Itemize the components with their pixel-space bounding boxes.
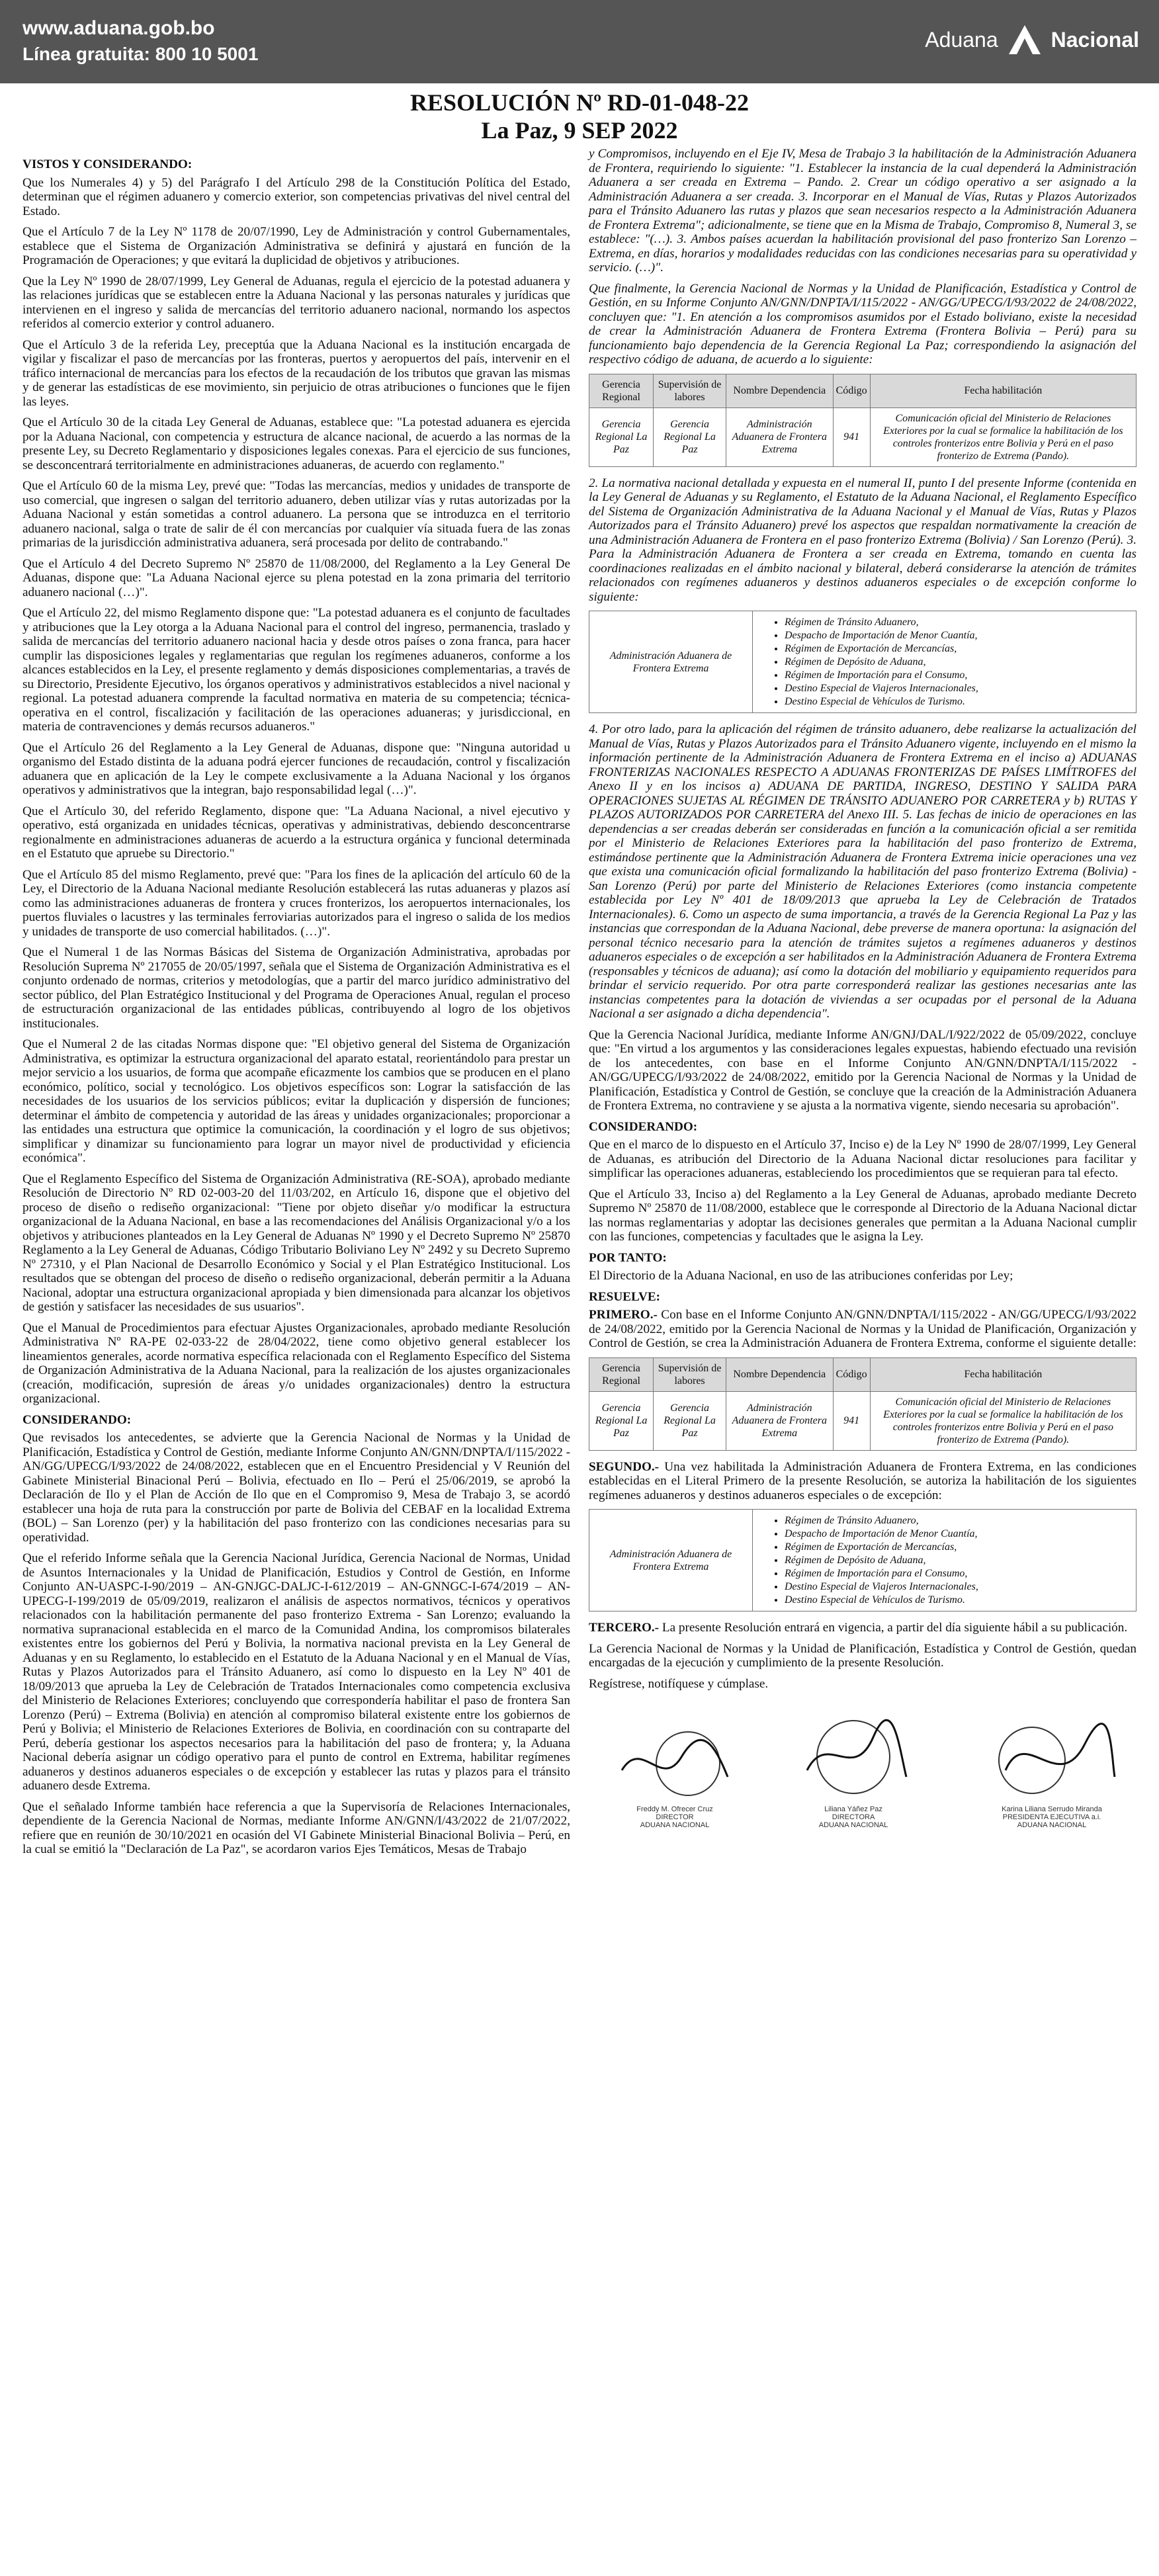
- list-item: • Régimen de Importación para el Consumo,: [785, 669, 1131, 681]
- page-header: [0, 0, 1159, 83]
- logo-text-aduana: Aduana: [925, 27, 998, 52]
- column-header: Gerencia Regional: [589, 1357, 654, 1391]
- list-item: • Despacho de Importación de Menor Cuantía,: [785, 629, 1131, 642]
- website-url[interactable]: www.aduana.gob.bo: [22, 17, 215, 39]
- paragraph: Que el Artículo 22, del mismo Reglamento dispone que: "La potestad aduanera es el conjunto de facultades y atribuciones que la Ley otorga a la Aduana Nacional para el control del ingreso, permanencia, traslado y salida de mercancías del territorio aduanero nacional hacia y desde otros países o zona franca, para hacer cumplir las disposiciones legales y reglamentarias que regulan los regímenes aduaneros, conforme a los alcances establecidos en la Ley, el presente reglamento y demás disposiciones complementarias, a través de su Directorio, Presidente Ejecutivo, los órganos operativos y administrativos establecidos a nivel nacional y regional. La potestad aduanera comprende la facultad normativa en materia de su competencia; técnica-operativa en el control, fiscalización y facilitación de las operaciones aduaneras; y jurisdiccional, en materia de contravenciones y demás recursos aduaneros.": [22, 606, 570, 734]
- table-cell: 941: [833, 408, 870, 466]
- paragraph: Que el Artículo 85 del mismo Reglamento, prevé que: "Para los fines de la aplicación del artículo 60 de la Ley, el Directorio de la Aduana Nacional mediante Resolución establecerá las rutas aduaneras y plazos así como las administraciones aduaneras de frontera y cruces fronterizos, los aeropuertos internacionales, los puertos fluviales o lacustres y las terminales ferroviarias autorizados para el ingreso o salida de los medios y unidades de transporte de uso comercial habilitados. (…)".: [22, 867, 570, 939]
- paragraph: [589, 1028, 1137, 1113]
- paragraph: Que finalmente, la Gerencia Nacional de Normas y la Unidad de Planificación, Estadística y Control de Gestión, en su Informe Conjunto AN/GNN/DNPTA/I/115/2022 - AN/GG/UPECG/I/93/2022 de 24/08/2022, concluyen que: "1. En atención a los compromisos asumidos por el Estado boliviano, existe la necesidad de crear la Administración Aduanera de Frontera Extrema (Frontera Bolivia – Perú) para su funcionamiento bajo dependencia de la Gerencia Regional La Paz; correspondiendo la asignación del respectivo código de aduana, de acuerdo a lo siguiente:: [589, 281, 1137, 366]
- signature-name: Freddy M. Ofrecer Cruz DIRECTOR ADUANA NACIONAL: [636, 1805, 713, 1829]
- list-item: • Régimen de Tránsito Aduanero,: [785, 1514, 1131, 1527]
- list-item: • Régimen de Importación para el Consumo,: [785, 1567, 1131, 1580]
- table-cell: Comunicación oficial del Ministerio de Relaciones Exteriores por la cual se formalice la habilitación de los controles fronterizos entre Bolivia y Perú en el paso fronterizo de Extrema (Pando).: [870, 1391, 1136, 1450]
- paragraph: Que el Artículo 4 del Decreto Supremo Nº 25870 de 11/08/2000, del Reglamento a la Ley General De Aduanas, dispone que: "La Aduana Nacional ejerce su plena potestad en la zona primaria del territorio aduanero nacional (…)".: [22, 556, 570, 599]
- table-cell: Administración Aduanera de Frontera Extrema: [589, 611, 753, 713]
- section-heading-resuelve: RESUELVE:: [589, 1289, 661, 1304]
- table-cell: Gerencia Regional La Paz: [654, 408, 726, 466]
- paragraph: Que en el marco de lo dispuesto en el Artículo 37, Inciso e) de la Ley Nº 1990 de 28/07/1999, Ley General de Aduanas, es atribución del Directorio de la Aduana Nacional dictar resoluciones para facilitar y simplificar las operaciones aduaneras, estableciendo los procedimientos que se requieran para tal efecto.: [589, 1138, 1137, 1180]
- signature-1: [615, 1724, 734, 1829]
- list-item: • Régimen de Exportación de Mercancías,: [785, 642, 1131, 655]
- table-cell: Gerencia Regional La Paz: [589, 1391, 654, 1450]
- column-header: Código: [833, 1357, 870, 1391]
- signature-3: [986, 1717, 1118, 1829]
- list-item: • Destino Especial de Viajeros Internacionales,: [785, 682, 1131, 695]
- paragraph: La Gerencia Nacional de Normas y la Unidad de Planificación, Estadística y Control de Gestión, quedan encargadas de la ejecución y cumplimiento de la presente Resolución.: [589, 1641, 1137, 1670]
- paragraph: El Directorio de la Aduana Nacional, en uso de las atribuciones conferidas por Ley;: [589, 1269, 1013, 1283]
- column-header: Supervisión de labores: [654, 1357, 726, 1391]
- table-cell: Administración Aduanera de Frontera Extrema: [726, 408, 834, 466]
- resolution-date: La Paz, 9 SEP 2022: [481, 117, 678, 144]
- paragraph: Que el Artículo 30 de la citada Ley General de Aduanas, establece que: "La potestad aduanera es ejercida por la Aduana Nacional, con competencia y estructura de alcance nacional, de acuerdo a las normas de la presente Ley, su Decreto Reglamentario y disposiciones legales conexas. Para el ejercicio de sus funciones, se desconcentrará territorialmente en administraciones aduaneras, de acuerdo con reglamento.": [22, 415, 570, 472]
- paragraph: Que el Reglamento Específico del Sistema de Organización Administrativa (RE-SOA), aprobado mediante Resolución de Directorio Nº RD 02-003-20 del 11/03/202, en Artículo 16, dispone que el objetivo del proceso de diseño o rediseño organizacional: "Tiene por objeto diseñar y/o modificar la estructura organizacional de la Aduana Nacional, en base a las recomendaciones del Análisis Organizacional y/o a los objetivos y atribuciones planteados en la Ley General de Aduanas Nº 1990 y el Decreto Supremo Nº 25870 Reglamento a la Ley General de Aduanas, Código Tributario Boliviano Ley Nº 2492 y su Decreto Supremo Nº 27310, y el Plan Nacional de Desarrollo Económico y Social y el Plan Estratégico Institucional. Los resultados que se obtengan del proceso de diseño o rediseño organizacional, deberán permitir a la Aduana Nacional, adoptar una estructura organizacional apropiada y bien dimensionada para alcanzar los objetivos de gestión y satisfacer las necesidades de sus usuarios".: [22, 1172, 570, 1314]
- paragraph-segundo: [589, 1460, 1137, 1503]
- section-heading-vistos: VISTOS Y CONSIDERANDO:: [22, 157, 193, 171]
- regimes-list: [758, 616, 1131, 708]
- section-heading-por-tanto: POR TANTO:: [589, 1250, 667, 1265]
- list-item: • Régimen de Depósito de Aduana,: [785, 1554, 1131, 1567]
- signature-name: Karina Liliana Serrudo Miranda PRESIDENTA EJECUTIVA a.i. ADUANA NACIONAL: [1002, 1805, 1102, 1829]
- signature-stamp-icon: [794, 1711, 913, 1803]
- paragraph: Que el Artículo 60 de la misma Ley, prevé que: "Todas las mercancías, medios y unidades de transporte de uso comercial, que ingresen o salgan del territorio aduanero, deben utilizar vías y rutas autorizadas por la Aduana Nacional y están sometidas a control aduanero. La persona que se introduzca en el territorio aduanero nacional, salga o trate de salir de él con mercancías por cualquier vía situada fuera de las zonas primarias de la jurisdicción administrativa aduanera, será procesada por delito de contrabando.": [22, 479, 570, 550]
- column-header: Nombre Dependencia: [726, 374, 834, 408]
- signature-2: [794, 1711, 913, 1829]
- table-cell: [753, 611, 1137, 713]
- paragraph-text: Que la Gerencia Nacional Jurídica, mediante Informe AN/GNJ/DAL/I/922/2022 de 05/09/2022, concluye que: "En virtud a los argumentos y las consideraciones legales expuestas, habiendo efectuado una revisión de los antecedentes, con base en el Informe Conjunto AN/GNN/DNPTA/I/115/2022 - AN/GG/UPECG/I/93/2022 de 24/08/2022, emitido por la Gerencia Nacional de Normas y la Unidad de Planificación, Estadística y Control de Gestión, se concluye que la creación de la Administración Aduanera de Frontera Extrema, no contraviene y se ajusta a la normativa vigente, siendo necesaria su aprobación".: [589, 1027, 1137, 1113]
- list-item: • Destino Especial de Vehículos de Turismo.: [785, 695, 1131, 708]
- paragraph: Que el referido Informe señala que la Gerencia Nacional Jurídica, Gerencia Nacional de Normas, Unidad de Asuntos Internacionales y la Unidad de Planificación, Estudios y Control de Gestión, en Informe Conjunto AN-UASPC-I-90/2019 – AN-GNJGC-DALJC-I-612/2019 – AN-GNNGC-I-674/2019 – AN-UPECG-I-199/2019 de 05/09/2019, realizaron el análisis de aspectos normativos, técnicos y operativos relacionados con la habilitación permanente del paso fronterizo Extrema - San Lorenzo; evaluando la normativa supranacional establecida en el marco de la Comunidad Andina, los compromisos bilaterales existentes entre los gobiernos del Perú y Bolivia, la normativa nacional prevista en la Ley General de Aduanas y en su Reglamento, lo establecido en el Estatuto de la Aduana Nacional y en el Manual de Vías, Rutas y Plazos Autorizados para el Tránsito Aduanero, así como lo dispuesto en la Ley Nº 401 de 18/09/2013 que aprueba la Ley de Celebración de Tratados Internacionales como competencia exclusiva del Ministerio de Relaciones Exteriores; concluyendo que correspondería habilitar el paso de frontera San Lorenzo (Perú) – Extrema (Bolivia) en atención al compromiso bilateral existente entre los gobiernos de Perú y Bolivia; el Ministerio de Relaciones Exteriores de Bolivia, en coordinación con su contraparte del Perú, debería gestionar los aspectos necesarios para la habilitación del paso de frontera; y, la Aduana Nacional debería asignar un código operativo para el punto de control en Extrema, habilitar regímenes aduaneros y destinos aduaneros especiales o de excepción y establecer las rutas y plazos para el tránsito aduanero desde Extrema.: [22, 1551, 570, 1793]
- table-cell: Gerencia Regional La Paz: [654, 1391, 726, 1450]
- paragraph: Que el señalado Informe también hace referencia a que la Supervisoría de Relaciones Internacionales, dependiente de la Gerencia Nacional de Normas, mediante Informe AN/GNN/I/43/2022 de 21/07/2022, refiere que en reunión de 30/10/2021 en ocasión del VI Gabinete Ministerial Binacional Bolivia – Perú, en la cual se emitió la "Declaración de La Paz", se acordaron varios Ejes Temáticos, Mesas de Trabajo: [22, 1799, 570, 1856]
- paragraph-tercero: [589, 1621, 1137, 1635]
- column-header: Fecha habilitación: [870, 374, 1136, 408]
- dependency-table: [589, 1357, 1137, 1451]
- paragraph: Que el Numeral 1 de las Normas Básicas del Sistema de Organización Administrativa, aprobadas por Resolución Suprema Nº 217055 de 20/05/1997, señala que el Sistema de Organización Administrativa es el conjunto ordenado de normas, criterios y metodologías, que a partir del marco jurídico administrativo del sector público, del Plan Estratégico Institucional y del Programa de Operaciones Anual, regulan el proceso de estructuración organizacional de las entidades públicas, contribuyendo al logro de los objetivos institucionales.: [22, 945, 570, 1031]
- paragraph: y Compromisos, incluyendo en el Eje IV, Mesa de Trabajo 3 la habilitación de la Administración Aduanera de Frontera, requiriendo lo siguiente: "1. Establecer la instancia de la cual dependerá la Administración Aduanera a ser creada en Extrema – Pando. 2. Crear un código operativo a ser asignado a la Administración Aduanera a ser creada. 3. Incorporar en el Manual de Vías, Rutas y Plazos Autorizados para el Tránsito Aduanero las rutas y plazos que sean necesarios respecto a la Administración Aduanera de Frontera Extrema"; adicionalmente, se tiene que en la Misma de Trabajo, Compromiso 8, Numeral 3, se establece: "(…). 3. Ambos países acuerdan la habilitación provisional del paso fronterizo San Lorenzo – Extrema, en días, horarios y modalidades reducidas con las condiciones necesarias para su operatividad y servicio. (…)".: [589, 147, 1137, 275]
- list-item: • Régimen de Exportación de Mercancías,: [785, 1541, 1131, 1553]
- article-label: TERCERO.-: [589, 1621, 660, 1635]
- column-header: Supervisión de labores: [654, 374, 726, 408]
- list-item: • Despacho de Importación de Menor Cuantía,: [785, 1527, 1131, 1540]
- paragraph: Que los Numerales 4) y 5) del Parágrafo I del Artículo 298 de la Constitución Política del Estado, determinan que el régimen aduanero y comercio exterior, son competencias privativas del nivel central del Estado.: [22, 175, 570, 218]
- table-cell: Comunicación oficial del Ministerio de Relaciones Exteriores por la cual se formalice la habilitación de los controles fronterizos entre Bolivia y Perú en el paso fronterizo de Extrema (Pando).: [870, 408, 1136, 466]
- aduana-logo: [925, 22, 1139, 57]
- paragraph: 4. Por otro lado, para la aplicación del régimen de tránsito aduanero, debe realizarse la actualización del Manual de Vías, Rutas y Plazos Autorizados para el Tránsito Aduanero vigente, incluyendo en el mismo la información pertinente de la Administración Aduanera de Frontera Extrema en el inciso a) ADUANAS FRONTERIZAS NACIONALES RESPECTO A ADUANAS FRONTERIZAS DE PAÍSES LIMÍTROFES del Anexo II y en los incisos a) ADUANA DE PARTIDA, INGRESO, DESTINO Y SALIDA PARA OPERACIONES SUJETAS AL RÉGIMEN DE TRÁNSITO ADUANERO POR CARRETERA y b) RUTAS Y PLAZOS AUTORIZADOS POR CARRETERA del Anexo III. 5. Las fechas de inicio de operaciones en las dependencias a ser creadas deberán ser consideradas en función a la comunicación oficial a ser remitida por el Ministerio de Relaciones Exteriores para la habilitación del paso fronterizo de Extrema, estimándose pertinente que la Administración Aduanera de Frontera Extrema inicie operaciones una vez que exista una comunicación oficial formalizando la habilitación del paso fronterizo Extrema (Bolivia) - San Lorenzo (Perú) por parte del Ministerio de Relaciones Exteriores (como instancia competente establecida por Ley Nº 401 de 18/09/2013 que aprueba la Ley de Celebración de Tratados Internacionales). 6. Como un aspecto de suma importancia, a través de la Gerencia Regional La Paz y las instancias que correspondan de la Aduana Nacional, debe preverse de manera oportuna: la asignación del personal técnico necesario para la atención de trámites sujetos a regímenes aduaneros y destinos aduaneros especiales o de excepción a ser habilitados en la Administración Aduanera de Frontera Extrema (responsables y técnicos de aduana); así como la dotación del mobiliario y equipamiento requeridos para brindar el servicio requerido. Por otra parte corresponderá realizar las gestiones necesarias ante las instancias competentes para la dotación de viviendas a ser ocupadas por el personal de la Aduana Nacional a ser asignado a dicha dependencia".: [589, 722, 1137, 1021]
- paragraph: Que la Ley Nº 1990 de 28/07/1999, Ley General de Aduanas, regula el ejercicio de la potestad aduanera y las relaciones jurídicas que se establecen entre la Aduana Nacional y las personas naturales y jurídicas que intervienen en el ingreso y salida de mercancías del territorio aduanero nacional, normando los aspectos referidos al comercio exterior y control aduanero.: [22, 274, 570, 331]
- table-row: [589, 408, 1137, 466]
- signature-stamp-icon: [615, 1724, 734, 1803]
- column-header: Código: [833, 374, 870, 408]
- hotline-text: Línea gratuita: 800 10 5001: [22, 44, 259, 64]
- logo-text-nacional: Nacional: [1051, 27, 1139, 52]
- regimes-table: [589, 1509, 1137, 1611]
- dependency-table: [589, 374, 1137, 467]
- aduana-logo-icon: [1006, 22, 1043, 57]
- article-text: Una vez habilitada la Administración Aduanera de Frontera Extrema, en las condiciones establecidas en el Literal Primero de la presente Resolución, se autoriza la habilitación de los siguientes regímenes aduaneros y destinos aduaneros especiales o de excepción:: [589, 1459, 1137, 1502]
- paragraph-primero: [589, 1308, 1137, 1351]
- signature-name: Liliana Yáñez Paz DIRECTORA ADUANA NACIONAL: [818, 1805, 888, 1829]
- table-cell: 941: [833, 1391, 870, 1450]
- table-cell: Administración Aduanera de Frontera Extrema: [726, 1391, 834, 1450]
- right-column: [589, 147, 1137, 1863]
- article-text: Con base en el Informe Conjunto AN/GNN/DNPTA/I/115/2022 - AN/GG/UPECG/I/93/2022 de 24/08/2022, emitido por la Gerencia Nacional de Normas y la Unidad de Planificación, Organización y Control de Gestión, se crea la Administración Aduanera de Frontera Extrema, conforme el siguiente detalle:: [589, 1308, 1137, 1350]
- paragraph: Que el Artículo 7 de la Ley Nº 1178 de 20/07/1990, Ley de Administración y control Gubernamentales, establece que el Sistema de Organización Administrativa se definirá y ajustará en función de la Programación de Operaciones; y que evitará la duplicidad de objetivos y atribuciones.: [22, 225, 570, 267]
- paragraph: Que el Numeral 2 de las citadas Normas dispone que: "El objetivo general del Sistema de Organización Administrativa, es optimizar la estructura organizacional del aparato estatal, reorientándolo para prestar un mejor servicio a los usuarios, de forma que acompañe eficazmente los cambios que se producen en el plano económico, político, social y tecnológico. Los objetivos específicos son: Lograr la satisfacción de las necesidades de los usuarios de los servicios públicos; evitar la duplicación y dispersión de funciones; determinar el ámbito de competencia y autoridad de las áreas y unidades organizacionales; proporcionar a las entidades una estructura que optimice la comunicación, la coordinación y el logro de sus objetivos; simplificar y dinamizar su funcionamiento para lograr un mayor nivel de productividad y eficiencia económica".: [22, 1037, 570, 1165]
- column-header: Fecha habilitación: [870, 1357, 1136, 1391]
- paragraph: Que el Manual de Procedimientos para efectuar Ajustes Organizacionales, aprobado mediante Resolución Administrativa Nº RA-PE 02-033-22 de 28/04/2022, tiene como objetivo general establecer los lineamientos generales, acorde normativa específica relacionada con el Reglamento Específico del Sistema de Organización Administrativa de la Aduana Nacional, para la realización de los ajustes organizacionales (creación, modificación, supresión de áreas y/o unidades organizacionales) dentro la estructura organizacional.: [22, 1320, 570, 1406]
- article-label: PRIMERO.-: [589, 1308, 658, 1322]
- article-text: La presente Resolución entrará en vigencia, a partir del día siguiente hábil a su publicación.: [659, 1621, 1128, 1635]
- section-heading-considerando: CONSIDERANDO:: [22, 1412, 132, 1427]
- list-item: • Régimen de Depósito de Aduana,: [785, 656, 1131, 668]
- table-header-row: [589, 374, 1137, 408]
- resolution-number: RESOLUCIÓN Nº RD-01-048-22: [410, 89, 749, 116]
- table-cell: Administración Aduanera de Frontera Extrema: [589, 1510, 753, 1611]
- regimes-table: [589, 611, 1137, 713]
- table-cell: Gerencia Regional La Paz: [589, 408, 654, 466]
- table-row: [589, 1391, 1137, 1450]
- list-item: • Destino Especial de Vehículos de Turismo.: [785, 1594, 1131, 1606]
- list-item: • Destino Especial de Viajeros Internacionales,: [785, 1580, 1131, 1593]
- list-item: • Régimen de Tránsito Aduanero,: [785, 616, 1131, 628]
- paragraph: Que el Artículo 26 del Reglamento a la Ley General de Aduanas, dispone que: "Ninguna autoridad u organismo del Estado distinta de la aduana podrá ejercer funciones de recaudación, control y fiscalización aduanera que en aplicación de la Ley le compete exclusivamente a la Aduana Nacional y los órganos operativos y administrativos que la integran, bajo responsabilidad legal (…)".: [22, 740, 570, 797]
- article-label: SEGUNDO.-: [589, 1459, 660, 1474]
- regimes-list: [758, 1514, 1131, 1606]
- signature-stamp-icon: [986, 1717, 1118, 1803]
- section-heading-considerando: CONSIDERANDO:: [589, 1119, 698, 1134]
- left-column: [22, 152, 570, 1864]
- paragraph: Que el Artículo 33, Inciso a) del Reglamento a la Ley General de Aduanas, aprobado mediante Decreto Supremo Nº 25870 de 11/08/2000, establece que le corresponde al Directorio de la Aduana Nacional dictar las normas reglamentarias y adoptar las decisiones generales que permitan a la Aduana Nacional cumplir con las funciones, competencias y facultades que le asigna la Ley.: [589, 1187, 1137, 1244]
- paragraph: Que el Artículo 30, del referido Reglamento, dispone que: "La Aduana Nacional, a nivel ejecutivo y operativo, está organizada en unidades técnicas, operativas y administrativas, debiendo desconcentrarse regionalmente en administraciones aduaneras de acuerdo a la estructura orgánica y funcional determinada en el Estatuto que apruebe su Directorio.": [22, 804, 570, 861]
- paragraph: 2. La normativa nacional detallada y expuesta en el numeral II, punto I del presente Informe (contenida en la Ley General de Aduanas y su Reglamento, el Estatuto de la Aduana Nacional, el Reglamento Específico del Sistema de Organización Administrativa de la Aduana Nacional y el Manual de Vías, Rutas y Plazos Autorizados para el Tránsito Aduanero) prevé los aspectos que respaldan normativamente la creación de una Administración Aduanera de Frontera en el paso fronterizo Extrema (Bolivia) / San Lorenzo (Perú). 3. Para la Administración Aduanera de Frontera a ser creada en Extrema, tomando en cuenta las coordinaciones realizadas en el ámbito nacional y bilateral, deberá considerarse la atención de trámites relacionados con regímenes aduaneros y destinos aduaneros especiales o de excepción conforme lo siguiente:: [589, 476, 1137, 604]
- paragraph: Que revisados los antecedentes, se advierte que la Gerencia Nacional de Normas y la Unidad de Planificación, Estadística y Control de Gestión, mediante Informe Conjunto AN/GNN/DNPTA/I/115/2022 - AN/GG/UPECG/I/93/2022 de 24/08/2022, establecen que en el Encuentro Presidencial y V Reunión del Gabinete Ministerial Binacional Perú – Bolivia, efectuado en Ilo – Perú el 25/06/2019, se aprobó la Declaración de Ilo y el Plan de Acción de Ilo que en el Compromiso 9, Mesa de Trabajo 3, se acordó establecer una hoja de ruta para la construcción por parte de Bolivia del CEBAF en la localidad Extrema (BOL) – San Lorenzo (per) y la habilitación del paso fronterizo con las condiciones necesarias para su operatividad.: [22, 1431, 571, 1545]
- signatures-block: [589, 1697, 1137, 1863]
- table-row: [589, 1510, 1137, 1611]
- column-header: Nombre Dependencia: [726, 1357, 834, 1391]
- column-header: Gerencia Regional: [589, 374, 654, 408]
- paragraph: Regístrese, notifíquese y cúmplase.: [589, 1676, 769, 1691]
- paragraph: Que el Artículo 3 de la referida Ley, preceptúa que la Aduana Nacional es la institución encargada de vigilar y fiscalizar el paso de mercancías por las fronteras, puertos y aeropuertos del país, intervenir en el tráfico internacional de mercancías para los efectos de la recaudación de los tributos que gravan las mismas y de generar las estadísticas de ese movimiento, sin perjuicio de otras atribuciones o funciones que le fijen las leyes.: [22, 337, 570, 409]
- table-cell: [753, 1510, 1137, 1611]
- table-row: [589, 611, 1137, 713]
- table-header-row: [589, 1357, 1137, 1391]
